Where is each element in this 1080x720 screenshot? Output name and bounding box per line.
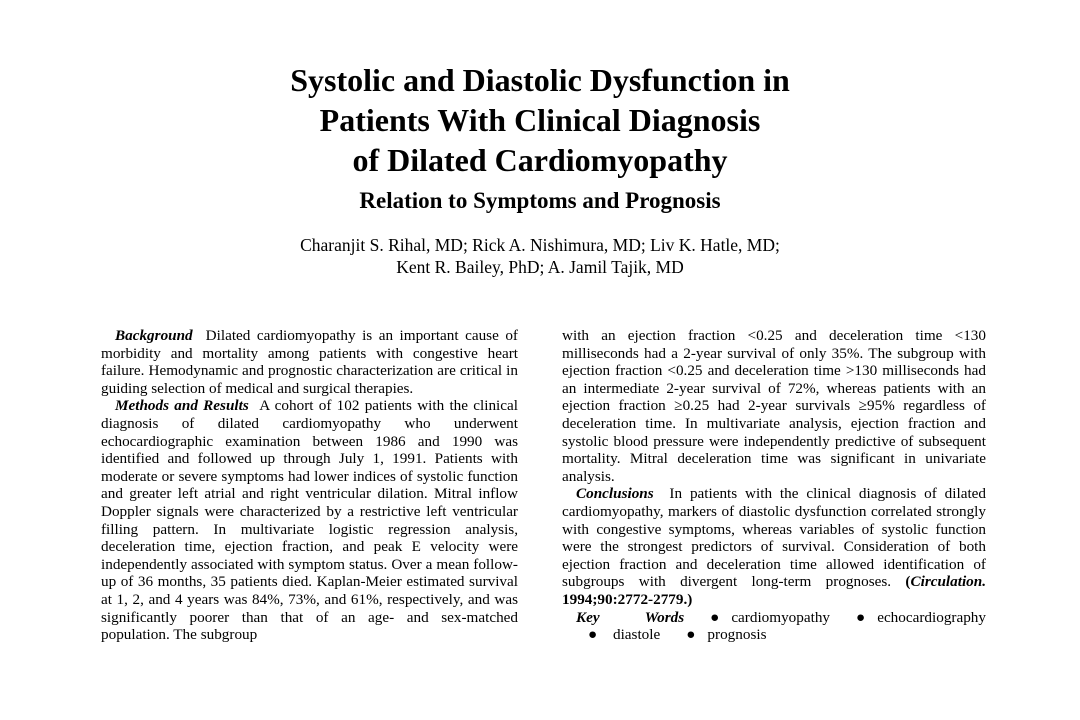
conclusions-text: In patients with the clinical diagnosis of dilated cardiomyopathy, markers of diastolic dysfunction correlated strongly with congestive symptoms, whereas variables of systolic function were the strongest predictors of survival. Consideration of both ejection fraction and deceleration time allowed identification of subgroups with divergent long-term prognoses. [562,485,987,591]
bullet-icon: ● [686,626,696,644]
methods-label: Methods and Results [115,397,249,415]
article-title [0,60,1080,180]
methods-paragraph [101,397,518,643]
keywords-paragraph [562,609,986,644]
citation-journal: Circulation. [910,573,987,591]
citation-open: ( [905,573,911,591]
background-label: Background [115,327,193,344]
background-text: Dilated cardiomyopathy is an important cause of morbidity and mortality among patients with congestive heart failure. Hemodynamic and prognostic characterization are critical in guiding selection of medical and surgical therapies. [101,327,518,397]
abstract-left-column [101,327,518,644]
bullet-icon: ● [588,626,598,644]
title-line: Patients With Clinical Diagnosis [319,102,761,138]
methods-text: A cohort of 102 patients with the clinical diagnosis of dilated cardiomyopathy who underwent echocardiographic examination between 1986 and 1990 was identified and followed up through July 1, 1991. Patients with moderate or severe symptoms had lower indices of systolic function and greater left atrial and right ventricular dilation. Mitral inflow Doppler signals were characterized by a restrictive left ventricular filling pattern. In multivariate logistic regression analysis, deceleration time, ejection fraction, and peak E velocity were independently associated with symptom status. Over a mean follow-up of 36 months, 35 patients died. Kaplan-Meier estimated survival at 1, 2, and 4 years was 84%, 73%, and 61%, respectively, and was significantly poorer than that of an age- and sex-matched population. The subgroup [101,397,518,644]
author-line: Charanjit S. Rihal, MD; Rick A. Nishimura, MD; Liv K. Hatle, MD; [300,235,780,255]
methods-continued-paragraph: with an ejection fraction <0.25 and deceleration time <130 milliseconds had a 2-year survival of only 35%. The subgroup with ejection fraction <0.25 and deceleration time >130 milliseconds had an intermediate 2-year survival of 72%, whereas patients with an ejection fraction ≥0.25 had 2-year survivals ≥95% regardless of deceleration time. In multivariate analysis, ejection fraction and systolic blood pressure were independently predictive of subsequent mortality. Mitral deceleration time was significant in univariate analysis. [562,327,986,485]
keyword: echocardiography [877,608,986,626]
bullet-icon: ● [710,608,720,626]
author-line: Kent R. Bailey, PhD; A. Jamil Tajik, MD [396,257,684,277]
keyword: prognosis [707,626,767,644]
conclusions-paragraph [562,485,986,608]
author-list [0,234,1080,278]
keywords-label: Key Words [576,608,685,626]
title-line: of Dilated Cardiomyopathy [352,142,728,178]
bullet-icon: ● [856,608,866,626]
article-subtitle: Relation to Symptoms and Prognosis [359,188,721,213]
background-paragraph [101,327,518,397]
citation-details: 1994;90:2772-2779.) [562,590,693,608]
article-header [0,60,1080,278]
title-line: Systolic and Diastolic Dysfunction in [290,62,790,98]
conclusions-label: Conclusions [576,485,654,503]
keyword: cardiomyopathy [731,608,831,626]
abstract-right-column [562,327,986,644]
keyword: diastole [612,626,661,644]
